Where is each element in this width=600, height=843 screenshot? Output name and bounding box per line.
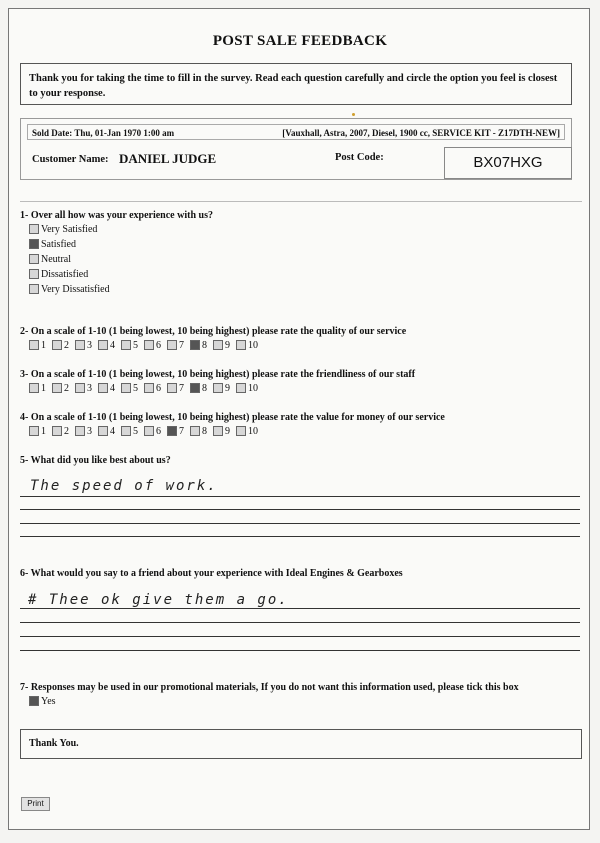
q4-scale-checkbox[interactable] — [236, 426, 246, 436]
q4-scale-label: 1 — [41, 426, 46, 437]
customer-info-box — [20, 118, 572, 180]
q3-scale-label: 9 — [225, 383, 230, 394]
question-7-option — [29, 694, 56, 709]
q3-scale-item[interactable] — [213, 383, 230, 394]
q4-scale-item[interactable] — [29, 426, 46, 437]
q4-scale-item[interactable] — [144, 426, 161, 437]
q3-scale-checkbox[interactable] — [98, 383, 108, 393]
answer-line — [20, 496, 580, 497]
answer-line — [20, 622, 580, 623]
q4-scale-item[interactable] — [167, 426, 184, 437]
q4-scale-label: 10 — [248, 426, 258, 437]
q4-scale-label: 6 — [156, 426, 161, 437]
q2-scale-item[interactable] — [236, 340, 258, 351]
q2-scale-item[interactable] — [144, 340, 161, 351]
answer-line — [20, 536, 580, 537]
q2-scale-label: 4 — [110, 340, 115, 351]
q3-scale-label: 8 — [202, 383, 207, 394]
q4-scale-label: 5 — [133, 426, 138, 437]
q4-scale-label: 4 — [110, 426, 115, 437]
q3-scale-checkbox[interactable] — [213, 383, 223, 393]
q3-scale-checkbox[interactable] — [236, 383, 246, 393]
q3-scale-label: 3 — [87, 383, 92, 394]
q4-scale-checkbox[interactable] — [29, 426, 39, 436]
question-2: 2- On a scale of 1-10 (1 being lowest, 10 being highest) please rate the quality of our service — [20, 326, 407, 337]
q2-scale-checkbox[interactable] — [236, 340, 246, 350]
q1-checkbox[interactable] — [29, 269, 39, 279]
q1-option[interactable] — [29, 282, 110, 297]
q4-scale-item[interactable] — [190, 426, 207, 437]
q3-scale-label: 5 — [133, 383, 138, 394]
q4-scale-label: 3 — [87, 426, 92, 437]
q2-scale-label: 7 — [179, 340, 184, 351]
q1-checkbox[interactable] — [29, 224, 39, 234]
question-5: 5- What did you like best about us? — [20, 455, 171, 466]
vehicle-details: [Vauxhall, Astra, 2007, Diesel, 1900 cc, SERVICE KIT - Z17DTH-NEW] — [282, 128, 560, 138]
q2-scale-label: 3 — [87, 340, 92, 351]
q4-scale-item[interactable] — [236, 426, 258, 437]
sold-date: Sold Date: Thu, 01-Jan 1970 1:00 am — [32, 128, 175, 138]
question-6: 6- What would you say to a friend about your experience with Ideal Engines & Gearboxes — [20, 568, 403, 579]
q3-scale-label: 2 — [64, 383, 69, 394]
postcode-field[interactable]: BX07HXG — [444, 147, 572, 179]
q3-scale-item[interactable] — [144, 383, 161, 394]
answer-line — [20, 636, 580, 637]
q2-scale-checkbox[interactable] — [144, 340, 154, 350]
q2-scale-item[interactable] — [52, 340, 69, 351]
question-4: 4- On a scale of 1-10 (1 being lowest, 10 being highest) please rate the value for money of our service — [20, 412, 445, 423]
customer-name: DANIEL JUDGE — [119, 151, 217, 166]
q2-scale-item[interactable] — [29, 340, 46, 351]
q1-checkbox[interactable] — [29, 284, 39, 294]
q3-scale-checkbox[interactable] — [121, 383, 131, 393]
q3-scale-label: 10 — [248, 383, 258, 394]
section-divider — [20, 201, 582, 202]
q2-scale-label: 5 — [133, 340, 138, 351]
q3-scale-label: 1 — [41, 383, 46, 394]
q2-scale-label: 1 — [41, 340, 46, 351]
q2-scale-checkbox[interactable] — [213, 340, 223, 350]
q2-scale-checkbox[interactable] — [29, 340, 39, 350]
q1-checkbox[interactable] — [29, 239, 39, 249]
q4-scale-label: 8 — [202, 426, 207, 437]
question-3: 3- On a scale of 1-10 (1 being lowest, 10 being highest) please rate the friendliness of our staff — [20, 369, 416, 380]
q1-option-label: Satisfied — [41, 239, 76, 250]
q2-scale-label: 10 — [248, 340, 258, 351]
q2-scale-label: 9 — [225, 340, 230, 351]
question-1: 1- Over all how was your experience with us? — [20, 210, 213, 221]
q1-option[interactable] — [29, 222, 110, 237]
q2-scale-label: 8 — [202, 340, 207, 351]
q3-scale-item[interactable] — [236, 383, 258, 394]
q3-scale-item[interactable] — [98, 383, 115, 394]
q3-scale-item[interactable] — [121, 383, 138, 394]
question-7: 7- Responses may be used in our promotional materials, If you do not want this information used, please tick this box — [20, 682, 519, 693]
print-button[interactable]: Print — [21, 797, 50, 811]
q3-scale-item[interactable] — [29, 383, 46, 394]
q4-scale-checkbox[interactable] — [190, 426, 200, 436]
q1-option[interactable] — [29, 267, 110, 282]
q4-scale-checkbox[interactable] — [52, 426, 62, 436]
q2-scale-checkbox[interactable] — [167, 340, 177, 350]
q1-option[interactable] — [29, 237, 110, 252]
consent-label: Yes — [41, 696, 56, 707]
q3-scale-checkbox[interactable] — [52, 383, 62, 393]
q4-scale-item[interactable] — [121, 426, 138, 437]
q4-scale-label: 7 — [179, 426, 184, 437]
q2-scale-item[interactable] — [167, 340, 184, 351]
q2-scale-checkbox[interactable] — [190, 340, 200, 350]
q3-scale-label: 7 — [179, 383, 184, 394]
q3-scale-checkbox[interactable] — [190, 383, 200, 393]
q3-scale-checkbox[interactable] — [75, 383, 85, 393]
q4-scale-checkbox[interactable] — [167, 426, 177, 436]
question-6-answer[interactable]: # Thee ok give them a go. — [28, 592, 289, 608]
question-1-options — [29, 222, 110, 297]
q4-scale-label: 9 — [225, 426, 230, 437]
q3-scale-label: 6 — [156, 383, 161, 394]
question-3-scale — [29, 383, 264, 394]
question-5-answer[interactable]: The speed of work. — [30, 478, 218, 494]
q2-scale-label: 6 — [156, 340, 161, 351]
page-title: POST SALE FEEDBACK — [212, 33, 388, 49]
q2-scale-checkbox[interactable] — [121, 340, 131, 350]
answer-line — [20, 608, 580, 609]
q3-scale-item[interactable] — [167, 383, 184, 394]
consent-checkbox[interactable] — [29, 696, 39, 706]
q2-scale-item[interactable] — [190, 340, 207, 351]
q4-scale-item[interactable] — [98, 426, 115, 437]
q3-scale-checkbox[interactable] — [29, 383, 39, 393]
q1-option-label: Very Satisfied — [41, 224, 98, 235]
postcode-label: Post Code: — [335, 152, 384, 163]
q4-scale-checkbox[interactable] — [75, 426, 85, 436]
answer-line — [20, 650, 580, 651]
q3-scale-label: 4 — [110, 383, 115, 394]
q3-scale-checkbox[interactable] — [144, 383, 154, 393]
answer-line — [20, 509, 580, 510]
q4-scale-item[interactable] — [213, 426, 230, 437]
answer-line — [20, 523, 580, 524]
q4-scale-item[interactable] — [52, 426, 69, 437]
q1-option[interactable] — [29, 252, 110, 267]
q3-scale-checkbox[interactable] — [167, 383, 177, 393]
q2-scale-item[interactable] — [213, 340, 230, 351]
q1-option-label: Neutral — [41, 254, 71, 265]
q2-scale-checkbox[interactable] — [98, 340, 108, 350]
q4-scale-checkbox[interactable] — [213, 426, 223, 436]
q3-scale-item[interactable] — [190, 383, 207, 394]
intro-box: Thank you for taking the time to fill in the survey. Read each question carefully and circle the option you feel is closest to your response. — [20, 63, 572, 105]
q1-option-label: Dissatisfied — [41, 269, 89, 280]
q3-scale-item[interactable] — [75, 383, 92, 394]
q2-scale-checkbox[interactable] — [52, 340, 62, 350]
question-4-scale — [29, 426, 264, 437]
q2-scale-item[interactable] — [75, 340, 92, 351]
q1-checkbox[interactable] — [29, 254, 39, 264]
q1-option-label: Very Dissatisfied — [41, 284, 110, 295]
q2-scale-item[interactable] — [121, 340, 138, 351]
q2-scale-label: 2 — [64, 340, 69, 351]
q4-scale-item[interactable] — [75, 426, 92, 437]
sold-date-row — [27, 124, 565, 140]
q3-scale-item[interactable] — [52, 383, 69, 394]
q4-scale-checkbox[interactable] — [98, 426, 108, 436]
q4-scale-checkbox[interactable] — [144, 426, 154, 436]
q2-scale-checkbox[interactable] — [75, 340, 85, 350]
thank-you-box: Thank You. — [20, 729, 582, 759]
question-2-scale — [29, 340, 264, 351]
q4-scale-checkbox[interactable] — [121, 426, 131, 436]
q4-scale-label: 2 — [64, 426, 69, 437]
q2-scale-item[interactable] — [98, 340, 115, 351]
customer-name-label: Customer Name: — [32, 154, 109, 165]
stray-mark — [352, 113, 355, 116]
